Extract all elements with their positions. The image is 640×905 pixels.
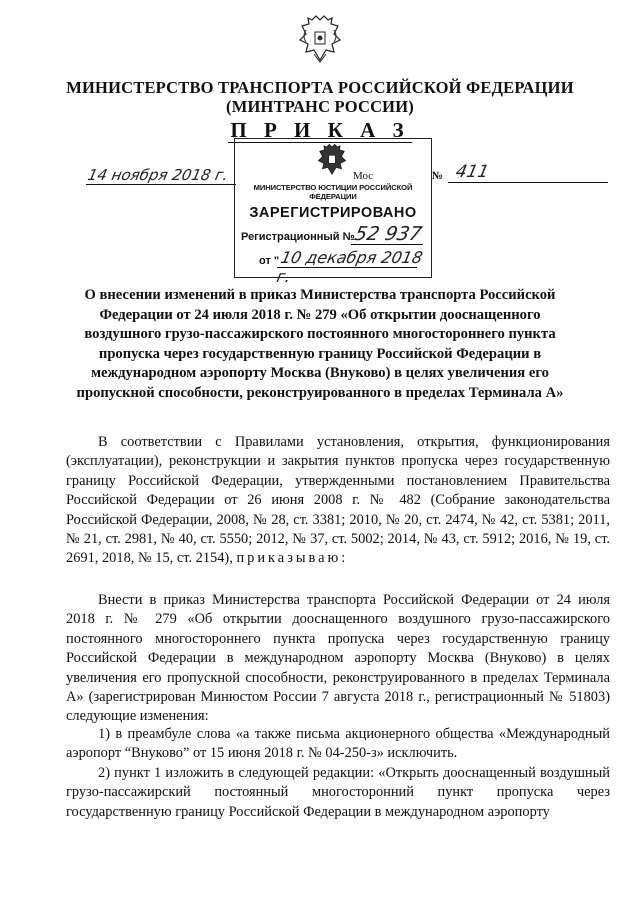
preamble-paragraph [66, 433, 610, 569]
preamble-text: В соответствии с Правилами установления, открытия, функционирования (эксплуатации), реконструкции и закрытия пунктов пропуска через государственную границу Российской Федерации, утвержденными постановлением Правительства Российской Федерации от 26 июня 2008 г. № 482 (Собрание законодательства Российской Федерации, 2008, № 28, ст. 3381; 2010, № 20, ст. 2474, № 42, ст. 5381; 2011, № 21, ст. 2981, № 40, ст. 5550; 2012, № 37, ст. 5002; 2014, № 43, ст. 5912; 2016, № 19, ст. 2691, 2018, № 15, ст. 2154), [66, 434, 610, 567]
stamp-ministry: МИНИСТЕРСТВО ЮСТИЦИИ РОССИЙСКОЙ ФЕДЕРАЦИИ [253, 183, 413, 201]
stamp-regnum-value: 52 937 [352, 223, 424, 245]
russian-coat-of-arms-icon [317, 143, 347, 177]
order-number: 411 [453, 162, 491, 182]
amendment-paragraph: Внести в приказ Министерства транспорта Российской Федерации от 24 июля 2018 г. № 279 «Об открытии дооснащенного воздушного грузо-пассажирского постоянного многостороннего пункта пропуска через государственную границу Российской Федерации в международном аэропорту Москва (Внуково) в целях увеличения его пропускной способности, реконструированного в пределах Терминала А» (зарегистрирован Минюстом России 7 августа 2018 г., регистрационный № 51803) следующие изменения: [66, 592, 610, 725]
number-underline [448, 182, 608, 183]
date-underline [86, 184, 236, 185]
stamp-regnum-label: Регистрационный № [241, 231, 355, 243]
ministry-name: МИНИСТЕРСТВО ТРАНСПОРТА РОССИЙСКОЙ ФЕДЕРАЦИИ [66, 78, 574, 97]
registration-stamp [234, 138, 432, 286]
document-type-label: П Р И К А З [230, 118, 410, 142]
order-city: Мос [353, 170, 374, 182]
ministry-short-name: (МИНТРАНС РОССИИ) [226, 97, 414, 116]
order-title: О внесении изменений в приказ Министерства транспорта Российской Федерации от 24 июля 2018 г. № 279 «Об открытии дооснащенного воздушного грузо-пассажирского постоянного многостороннего пункта пропуска через государственную границу Российской Федерации в международном аэропорту Москва (Внуково) в целях увеличения его пропускной способности, реконструированного в пределах Терминала А» [76, 287, 564, 401]
amendment-item-1: 1) в преамбуле слова «а также письма акционерного общества «Международный аэропорт “Внуково” от 15 июня 2018 г. № 04-250-з» исключить. [66, 726, 610, 762]
stamp-regnum-underline [351, 244, 423, 245]
russian-coat-of-arms-icon [298, 14, 342, 64]
order-verb: приказываю: [236, 550, 349, 567]
stamp-date-underline [277, 267, 417, 268]
order-number-sign: № [432, 170, 444, 182]
order-date: 14 ноября 2018 г. [86, 166, 230, 184]
stamp-registered: ЗАРЕГИСТРИРОВАНО [249, 205, 417, 221]
stamp-date-value: 10 декабря 2018 г. [274, 248, 425, 286]
amendment-item-2: 2) пункт 1 изложить в следующей редакции: «Открыть дооснащенный воздушный грузо-пассажирский постоянный многосторонний пункт пропуска через государственную границу Российской Федерации в международном аэропорту [66, 765, 610, 820]
stamp-date-label: от " [259, 255, 280, 267]
